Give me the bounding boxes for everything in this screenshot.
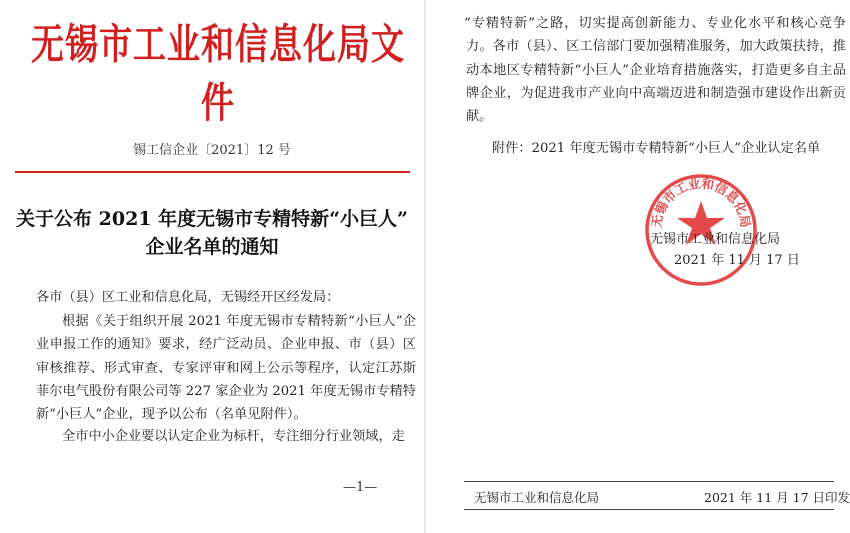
red-divider xyxy=(15,171,410,173)
footer-top-rule xyxy=(464,481,834,482)
addressee: 各市（县）区工业和信息化局，无锡经开区经发局： xyxy=(36,290,340,305)
signature-organization: 无锡市工业和信息化局 xyxy=(650,232,781,247)
body-paragraph-1: 根据《关于组织开展 2021 年度无锡市专精特新“小巨人”企业申报工作的通知》要求，经广泛动员、企业申报、市（县）区审核推荐、形式审查、专家评审和网上公示等程序，认定江苏斯菲尔电气股份有限公司等 227 家企业为 2021 年度无锡市专精特新“小巨人”企业，现予以公布（名单见附件）。 xyxy=(36,314,416,423)
svg-text:无锡市工业和信息化局: 无锡市工业和信息化局 xyxy=(648,175,754,229)
footer-bottom-rule xyxy=(464,509,834,510)
notice-title-line2: 企业名单的通知 xyxy=(145,236,279,258)
body-paragraph-2: 全市中小企业要以认定企业为标杆，专注细分行业领域，走 xyxy=(62,429,405,444)
left-page xyxy=(0,0,424,533)
attachment-line: 附件：2021 年度无锡市专精特新“小巨人”企业认定名单 xyxy=(492,141,821,156)
masthead: 无锡市工业和信息化局文件 xyxy=(31,19,405,127)
page-number: —1— xyxy=(343,480,378,495)
notice-title-line1: 关于公布 2021 年度无锡市专精特新“小巨人” xyxy=(16,208,408,230)
right-page xyxy=(426,0,850,533)
document-number: 锡工信企业〔2021〕12 号 xyxy=(133,143,291,158)
footer-organization: 无锡市工业和信息化局 xyxy=(474,490,600,505)
footer-print-date: 2021 年 11 月 17 日印发 xyxy=(704,490,850,505)
body-paragraph-continued: “专精特新”之路，切实提高创新能力、专业化水平和核心竞争力。各市（县）、区工信部门要加强精准服务，加大政策扶持，推动本地区专精特新“小巨人”企业培育措施落实，打造更多自主品牌企业，为促进我市产业向中高端迈进和制造强市建设作出新贡献。 xyxy=(464,16,846,125)
signature-date: 2021 年 11 月 17 日 xyxy=(674,253,800,268)
